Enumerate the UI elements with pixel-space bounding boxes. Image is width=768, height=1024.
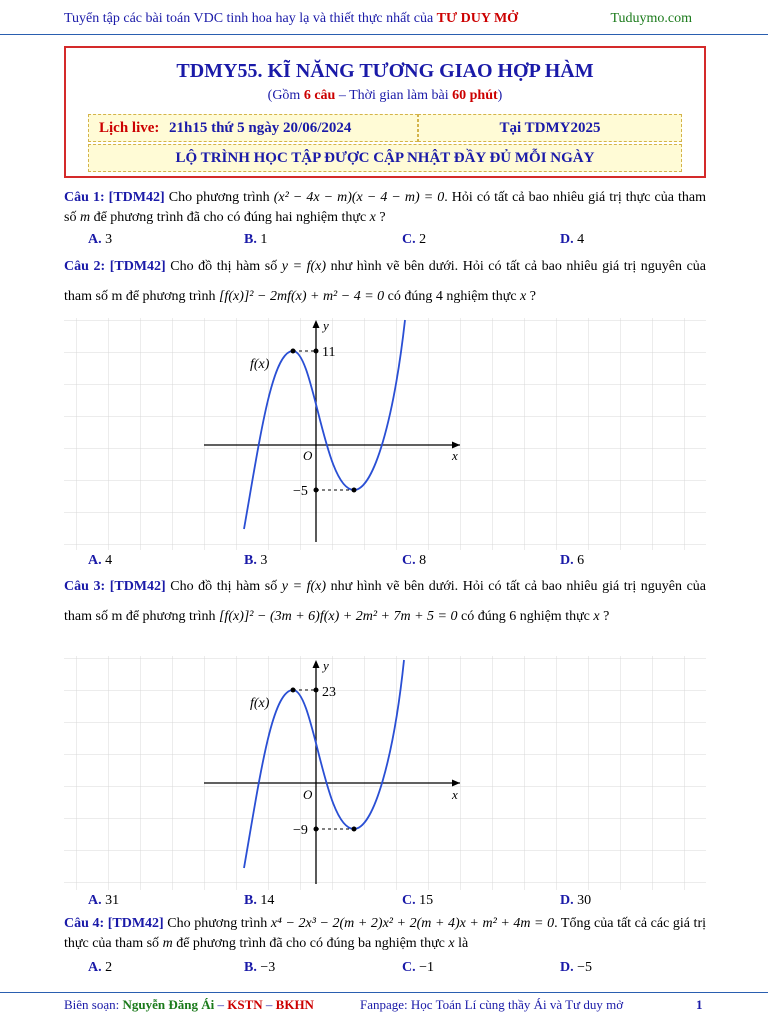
min-value-label: −9 <box>293 823 308 838</box>
time-limit: 60 phút <box>452 88 498 103</box>
question-text: ? <box>526 289 536 304</box>
answer-letter: B. <box>244 553 257 568</box>
school-1: KSTN <box>227 997 263 1012</box>
answer-d[interactable] <box>560 960 592 976</box>
answer-d[interactable] <box>560 232 584 248</box>
answer-letter: B. <box>244 960 257 975</box>
max-value-label: 11 <box>322 345 336 360</box>
equation: x⁴ − 2x³ − 2(m + 2)x² + 2(m + 4)x + m² + 4m = 0 <box>270 916 555 931</box>
answer-letter: B. <box>244 893 257 908</box>
schedule-time: 21h15 thứ 5 ngày 20/06/2024 <box>169 120 352 136</box>
question-label: Câu 1: [TDM42] <box>64 190 165 205</box>
question-text: Cho phương trình <box>163 916 271 931</box>
place-box <box>418 114 682 142</box>
x-axis-label: x <box>452 448 458 463</box>
schedule-box <box>88 114 418 142</box>
y-axis-label: y <box>323 318 329 333</box>
answer-b[interactable] <box>244 960 275 976</box>
variable: x <box>448 936 455 951</box>
answer-value: 8 <box>419 553 427 568</box>
function: y = f(x) <box>281 259 327 274</box>
route-text: LỘ TRÌNH HỌC TẬP ĐƯỢC CẬP NHẬT ĐẦY ĐỦ MỖI NGÀY <box>175 150 595 166</box>
answer-c[interactable] <box>402 893 433 909</box>
answer-b[interactable] <box>244 893 274 909</box>
answer-value: −5 <box>577 960 593 975</box>
y-axis-label: y <box>323 658 329 673</box>
answer-letter: C. <box>402 232 416 247</box>
header-website[interactable]: Tuduymo.com <box>610 11 692 26</box>
question-text: có đúng 6 nghiệm thực <box>457 609 594 624</box>
route-box <box>88 144 682 172</box>
answer-a[interactable] <box>88 232 112 248</box>
equation: [f(x)]² − (3m + 6)f(x) + 2m² + 7m + 5 = 0 <box>218 609 458 624</box>
answer-letter: B. <box>244 232 257 247</box>
answer-value: 1 <box>260 232 268 247</box>
question-text: để phương trình đã cho có đúng ba nghiệm thực <box>172 936 449 951</box>
question-text: . Tổng của tất cả các giá trị thực của tham số <box>64 916 706 951</box>
answer-value: 15 <box>419 893 434 908</box>
question-text: để phương trình đã cho có đúng hai nghiệm thực <box>90 210 370 225</box>
question-3 <box>64 572 706 632</box>
answer-c[interactable] <box>402 232 426 248</box>
answer-value: 2 <box>419 232 427 247</box>
question-text: như hình vẽ bên dưới. Hỏi có tất cả bao nhiêu giá trị nguyên của tham số m để phương trình <box>64 259 706 304</box>
header-text <box>64 11 518 27</box>
answer-value: 3 <box>260 553 268 568</box>
question-text: có đúng 4 nghiệm thực <box>384 289 521 304</box>
header-brand: TƯ DUY MỞ <box>436 11 519 26</box>
answer-value: 2 <box>105 960 113 975</box>
answer-value: 30 <box>577 893 592 908</box>
answer-value: 3 <box>105 232 113 247</box>
schedule-label: Lịch live: <box>99 120 160 136</box>
answer-letter: A. <box>88 893 102 908</box>
subtitle-part: ) <box>497 88 503 103</box>
graph-q2 <box>64 318 706 550</box>
school-2: BKHN <box>275 997 314 1012</box>
answer-a[interactable] <box>88 553 112 569</box>
separator: – <box>214 997 228 1012</box>
answer-letter: C. <box>402 960 416 975</box>
question-text: là <box>454 936 469 951</box>
min-point <box>352 827 357 832</box>
question-count: 6 câu <box>303 88 336 103</box>
question-text: như hình vẽ bên dưới. Hỏi có tất cả bao nhiêu giá trị nguyên của tham số m để phương trình <box>64 579 706 624</box>
answer-c[interactable] <box>402 553 426 569</box>
max-tick-point <box>314 688 319 693</box>
equation: (x² − 4x − m)(x − 4 − m) = 0 <box>273 190 445 205</box>
answer-letter: D. <box>560 553 574 568</box>
answer-b[interactable] <box>244 232 267 248</box>
answer-letter: D. <box>560 893 574 908</box>
answer-value: −1 <box>419 960 435 975</box>
page-number: 1 <box>696 997 703 1012</box>
max-tick-point <box>314 349 319 354</box>
answer-letter: C. <box>402 553 416 568</box>
answer-value: 6 <box>577 553 585 568</box>
question-text: . Hỏi có tất cả bao nhiêu giá trị thực của tham số <box>64 190 706 225</box>
answer-letter: C. <box>402 893 416 908</box>
place-text: Tại TDMY2025 <box>499 120 601 136</box>
variable: x <box>593 609 600 624</box>
question-4 <box>64 914 706 954</box>
curve-label: f(x) <box>250 696 270 711</box>
header-series-text: Tuyển tập các bài toán VDC tinh hoa hay lạ và thiết thực nhất của <box>64 11 437 26</box>
answer-value: 31 <box>105 893 120 908</box>
min-tick-point <box>314 827 319 832</box>
subtitle-part: (Gồm <box>267 88 304 103</box>
answer-b[interactable] <box>244 553 267 569</box>
question-text: Cho đồ thị hàm số <box>165 259 282 274</box>
answer-letter: A. <box>88 553 102 568</box>
separator: – <box>262 997 276 1012</box>
answer-d[interactable] <box>560 893 591 909</box>
title-box <box>64 46 706 178</box>
author-name: Nguyễn Đăng Ái <box>122 997 215 1012</box>
answer-letter: A. <box>88 960 102 975</box>
answer-a[interactable] <box>88 893 119 909</box>
page-title: TDMY55. KĨ NĂNG TƯƠNG GIAO HỢP HÀM <box>176 60 594 82</box>
header-divider <box>0 34 768 35</box>
max-point <box>291 349 296 354</box>
variable: x <box>520 289 527 304</box>
max-point <box>291 688 296 693</box>
origin-label: O <box>303 448 313 463</box>
question-label: Câu 2: [TDM42] <box>64 259 166 274</box>
subtitle-part: – Thời gian làm bài <box>335 88 453 103</box>
footer-label: Biên soạn: <box>64 997 123 1012</box>
origin-label: O <box>303 787 313 802</box>
answer-value: 4 <box>577 232 585 247</box>
page-subtitle <box>66 88 704 104</box>
question-2 <box>64 252 706 312</box>
answer-a[interactable] <box>88 960 112 976</box>
max-value-label: 23 <box>322 685 336 700</box>
param: m <box>162 936 173 951</box>
footer-divider <box>0 992 768 993</box>
min-point <box>352 488 357 493</box>
graph-q3 <box>64 656 706 890</box>
param: m <box>79 210 91 225</box>
question-text: ? <box>599 609 610 624</box>
min-value-label: −5 <box>293 484 308 499</box>
curve-label: f(x) <box>250 357 270 372</box>
variable: x <box>369 210 376 225</box>
equation: [f(x)]² − 2mf(x) + m² − 4 = 0 <box>218 289 385 304</box>
answer-letter: D. <box>560 232 574 247</box>
question-label: Câu 3: [TDM42] <box>64 579 166 594</box>
answer-value: 4 <box>105 553 113 568</box>
question-text: Cho phương trình <box>164 190 274 205</box>
answer-c[interactable] <box>402 960 434 976</box>
answer-d[interactable] <box>560 553 584 569</box>
question-text: Cho đồ thị hàm số <box>165 579 282 594</box>
answer-letter: A. <box>88 232 102 247</box>
answer-letter: D. <box>560 960 574 975</box>
question-label: Câu 4: [TDM42] <box>64 916 164 931</box>
answer-value: −3 <box>260 960 276 975</box>
question-1 <box>64 188 706 228</box>
answer-value: 14 <box>260 893 275 908</box>
footer-author <box>64 997 314 1013</box>
question-text: ? <box>375 210 386 225</box>
x-axis-label: x <box>452 787 458 802</box>
min-tick-point <box>314 488 319 493</box>
footer-fanpage[interactable]: Fanpage: Học Toán Lí cùng thầy Ái và Tư duy mở <box>360 997 624 1012</box>
function: y = f(x) <box>281 579 327 594</box>
